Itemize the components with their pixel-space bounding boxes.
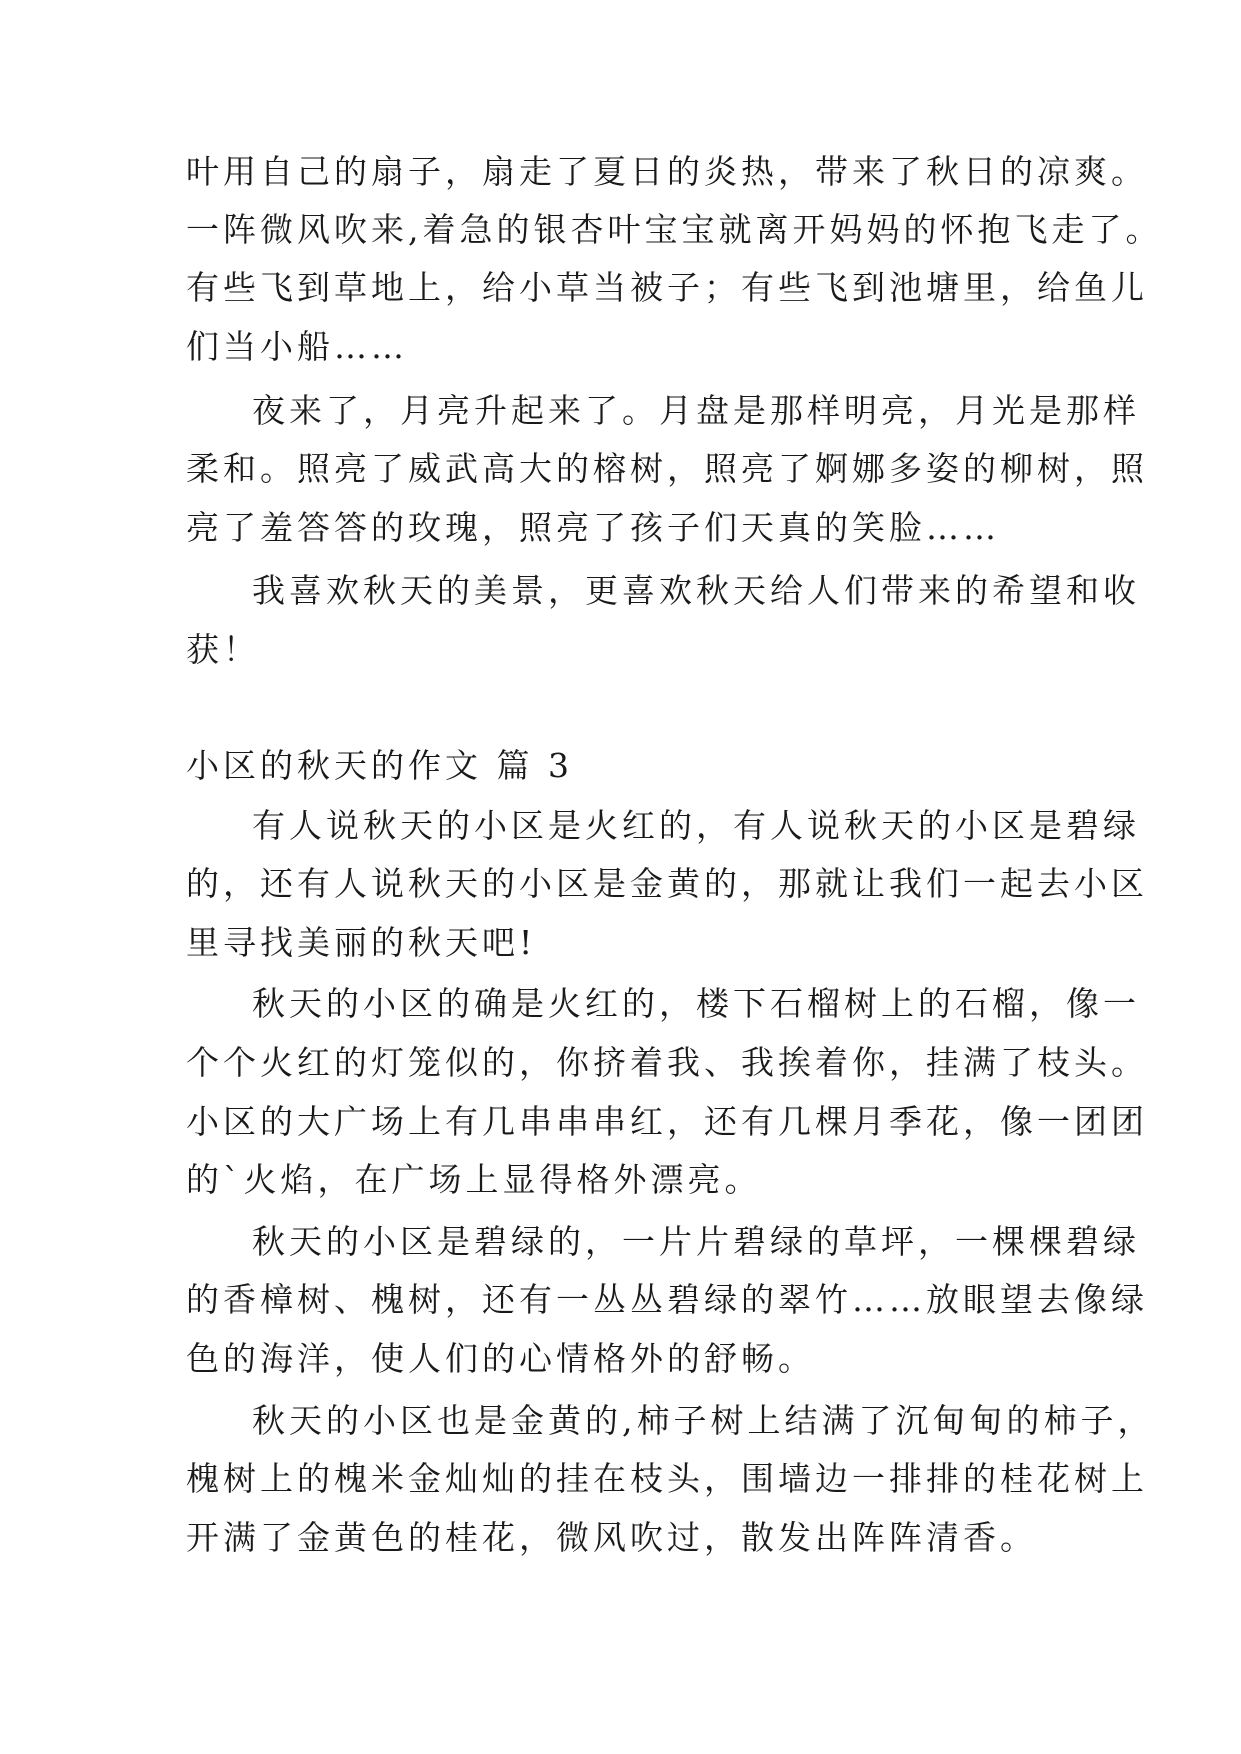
paragraph-first-line: 秋天的小区也是金黄的,柿子树上结满了沉甸甸的柿子， [252,1401,1155,1440]
text-line: 的，还有人说秋天的小区是金黄的，那就让我们一起去小区 [186,864,1148,903]
text-line: 个个火红的灯笼似的，你挤着我、我挨着你，挂满了枝头。 [186,1043,1148,1082]
paragraph-first-line: 夜来了，月亮升起来了。月盘是那样明亮，月光是那样 [252,391,1140,430]
text-line: 里寻找美丽的秋天吧! [186,923,537,962]
text-line: 获！ [186,630,260,669]
text-line: 柔和。照亮了威武高大的榕树，照亮了婀娜多姿的柳树，照 [186,449,1148,488]
text-line: 叶用自己的扇子，扇走了夏日的炎热，带来了秋日的凉爽。 [186,152,1148,191]
text-line: 的`火焰，在广场上显得格外漂亮。 [186,1160,762,1199]
text-line: 一阵微风吹来,着急的银杏叶宝宝就离开妈妈的怀抱飞走了。 [186,210,1163,249]
text-line: 小区的大广场上有几串串串红，还有几棵月季花，像一团团 [186,1102,1148,1141]
paragraph-first-line: 有人说秋天的小区是火红的，有人说秋天的小区是碧绿 [252,806,1140,845]
text-line: 亮了羞答答的玫瑰，照亮了孩子们天真的笑脸…… [186,508,1000,547]
text-line: 开满了金黄色的桂花，微风吹过，散发出阵阵清香。 [186,1518,1037,1557]
paragraph-first-line: 秋天的小区是碧绿的，一片片碧绿的草坪，一棵棵碧绿 [252,1222,1140,1261]
paragraph-first-line: 我喜欢秋天的美景，更喜欢秋天给人们带来的希望和收 [252,571,1140,610]
text-line: 的香樟树、槐树，还有一丛丛碧绿的翠竹……放眼望去像绿 [186,1280,1148,1319]
text-line: 们当小船…… [186,327,408,366]
text-line: 色的海洋，使人们的心情格外的舒畅。 [186,1339,815,1378]
paragraph-first-line: 秋天的小区的确是火红的，楼下石榴树上的石榴，像一 [252,984,1140,1023]
text-line: 槐树上的槐米金灿灿的挂在枝头，围墙边一排排的桂花树上 [186,1459,1148,1498]
text-line: 有些飞到草地上，给小草当被子；有些飞到池塘里，给鱼儿 [186,268,1148,307]
section-heading: 小区的秋天的作文 篇 3 [186,746,573,785]
